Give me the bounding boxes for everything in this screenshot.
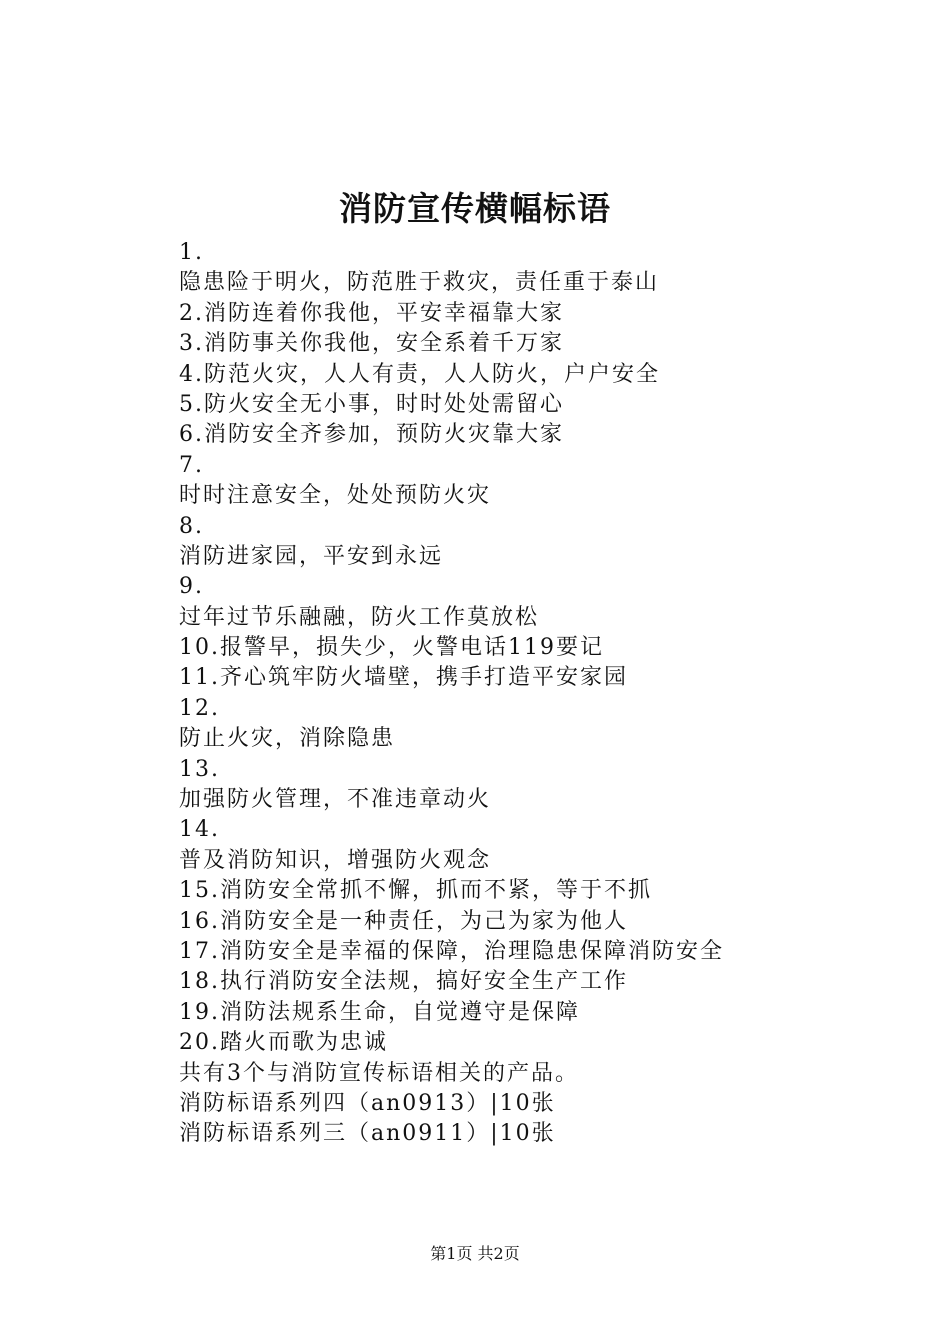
product-link[interactable]: 消防标语系列四（an0913）|10张 [179,1090,556,1116]
text-line: 9. [179,574,204,600]
document-title: 消防宣传横幅标语 [339,189,611,228]
slogan-list [179,238,919,1150]
page-number-footer: 第1页 共2页 [430,1244,520,1263]
product-link[interactable]: 消防标语系列三（an0911）|10张 [179,1121,556,1147]
text-line: 7. [179,452,204,478]
text-line: 隐患险于明火，防范胜于救灾，责任重于泰山 [179,270,660,296]
text-line: 19.消防法规系生命，自觉遵守是保障 [179,999,580,1025]
text-line: 1. [179,240,204,265]
text-line: 15.消防安全常抓不懈，抓而不紧，等于不抓 [179,878,652,904]
text-line: 防止火灾，消除隐患 [179,726,396,752]
text-line: 12. [179,695,220,721]
related-products-summary: 共有3个与消防宣传标语相关的产品。 [179,1060,579,1086]
text-line: 5.防火安全无小事，时时处处需留心 [179,391,564,417]
text-line: 2.消防连着你我他，平安幸福靠大家 [179,300,564,326]
text-line: 8. [179,513,204,539]
text-line: 普及消防知识，增强防火观念 [179,847,492,873]
text-line: 13. [179,756,220,782]
text-line: 4.防范火灾，人人有责，人人防火，户户安全 [179,361,660,387]
text-line: 消防进家园，平安到永远 [179,543,444,569]
text-line: 17.消防安全是幸福的保障，治理隐患保障消防安全 [179,938,724,964]
text-line: 10.报警早，损失少，火警电话119要记 [179,635,604,661]
text-line: 时时注意安全，处处预防火灾 [179,483,492,509]
text-line: 11.齐心筑牢防火墙壁，携手打造平安家园 [179,665,628,691]
text-line: 过年过节乐融融，防火工作莫放松 [179,604,540,630]
text-line: 加强防火管理，不准违章动火 [179,787,492,813]
text-line: 20.踏火而歌为忠诚 [179,1030,388,1056]
text-line: 6.消防安全齐参加，预防火灾靠大家 [179,422,564,448]
text-line: 16.消防安全是一种责任，为己为家为他人 [179,908,628,934]
text-line: 18.执行消防安全法规，搞好安全生产工作 [179,969,628,995]
text-line: 3.消防事关你我他，安全系着千万家 [179,331,564,357]
text-line: 14. [179,817,220,843]
